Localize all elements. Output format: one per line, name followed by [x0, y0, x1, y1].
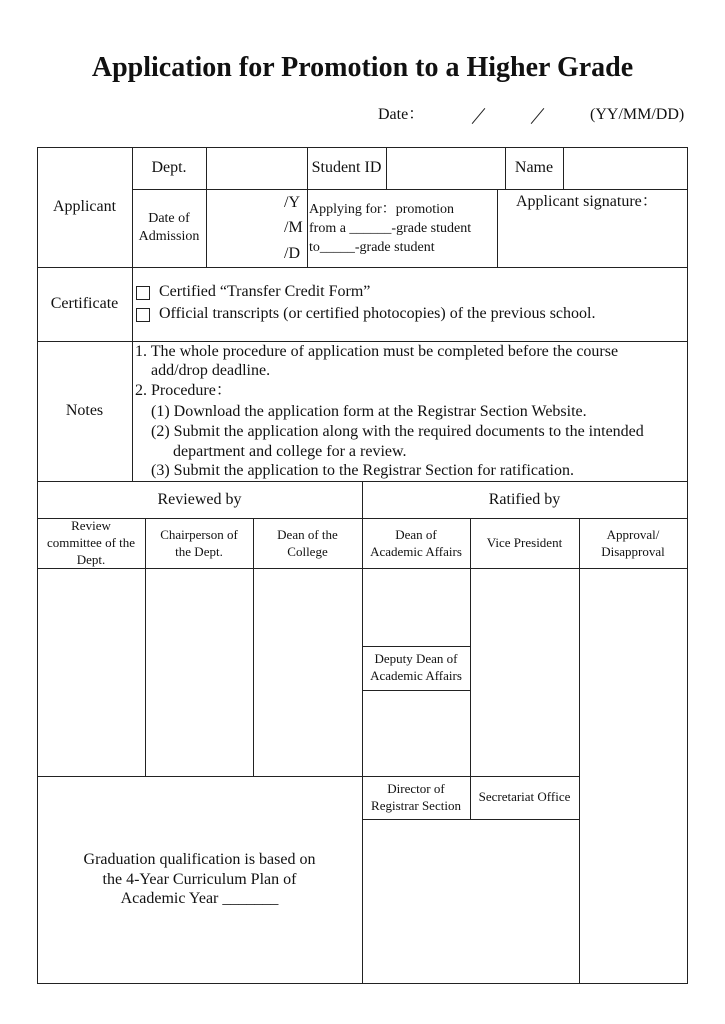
dean-academic-header: Dean of: [395, 527, 437, 542]
dean-academic-header: Academic Affairs: [370, 544, 462, 559]
notes-line: add/drop deadline.: [151, 362, 271, 379]
notes-line: (2) Submit the application along with the required documents to the intended: [151, 423, 644, 440]
applying-for-text: Applying for：promotion: [309, 202, 455, 217]
dean-college-header: Dean of the: [277, 527, 338, 542]
review-committee-header: Review: [71, 518, 111, 533]
transfer-credit-option: Certified “Transfer Credit Form”: [159, 283, 371, 300]
page-title: Application for Promotion to a Higher Grade: [91, 52, 634, 83]
applicant-col-divider: [386, 147, 387, 189]
notes-line: 1. The whole procedure of application must be completed before the course: [135, 343, 619, 360]
student-id-label: Student ID: [311, 159, 382, 176]
admission-day-unit: /D: [284, 245, 300, 262]
chairperson-header: the Dept.: [175, 544, 223, 559]
review-col-divider: [470, 518, 471, 819]
director-header-divider: [362, 819, 579, 820]
section-divider: [37, 341, 688, 342]
dept-label: Dept.: [151, 159, 187, 176]
date-of-admission-label: Admission: [138, 229, 200, 244]
reviewed-by-header: Reviewed by: [157, 491, 242, 508]
applying-for-text: to_____-grade student: [309, 240, 435, 255]
review-column-header-divider: [37, 568, 688, 569]
deputy-dean-divider: [362, 646, 470, 647]
section-divider: [37, 267, 688, 268]
chairperson-header: Chairperson of: [160, 527, 238, 542]
admission-year-unit: /Y: [284, 194, 300, 211]
date-of-admission-label: Date of: [148, 211, 190, 226]
notes-label: Notes: [65, 402, 104, 419]
applying-for-text: from a ______-grade student: [309, 221, 472, 236]
deputy-dean-header: Deputy Dean of: [374, 651, 458, 666]
dean-college-header: College: [287, 544, 328, 559]
ratified-by-header: Ratified by: [488, 491, 561, 508]
table-border-top: [37, 147, 688, 148]
applicant-label: Applicant: [52, 198, 117, 215]
notes-line: (1) Download the application form at the Registrar Section Website.: [151, 403, 587, 420]
name-label: Name: [514, 159, 554, 176]
applicant-signature-label: Applicant signature：: [516, 193, 658, 210]
approval-header: Disapproval: [601, 544, 665, 559]
director-registrar-header: Director of: [387, 781, 445, 796]
certificate-label: Certificate: [50, 295, 119, 312]
transcripts-checkbox[interactable]: [136, 308, 150, 322]
applicant-row-divider: [132, 189, 687, 190]
date-format-hint: (YY/MM/DD): [590, 106, 685, 123]
table-border-bottom: [37, 983, 688, 984]
review-committee-header: Dept.: [76, 552, 106, 567]
graduation-note: the 4-Year Curriculum Plan of: [102, 871, 297, 888]
admission-month-unit: /M: [284, 219, 303, 236]
applicant-col-divider: [563, 147, 564, 189]
approval-header: Approval/: [606, 527, 660, 542]
vice-president-header: Vice President: [486, 535, 563, 550]
date-separator: [472, 108, 486, 124]
transfer-credit-checkbox[interactable]: [136, 286, 150, 300]
notes-line: (3) Submit the application to the Registrar Section for ratification.: [151, 462, 574, 479]
date-label: Date：: [378, 106, 425, 123]
review-col-divider: [579, 518, 580, 983]
label-column-divider: [132, 147, 133, 481]
deputy-dean-header: Academic Affairs: [370, 668, 462, 683]
notes-line: department and college for a review.: [173, 443, 407, 460]
graduation-note: Academic Year _______: [120, 890, 279, 907]
director-registrar-header: Registrar Section: [371, 798, 461, 813]
director-row-divider: [37, 776, 579, 777]
table-border-right: [687, 147, 688, 983]
graduation-note: Graduation qualification is based on: [83, 851, 316, 868]
notes-line: 2. Procedure：: [135, 382, 232, 399]
applicant-col-divider: [206, 147, 207, 267]
date-separator: [531, 108, 545, 124]
deputy-dean-divider: [362, 690, 470, 691]
review-committee-header: committee of the: [46, 535, 136, 550]
secretariat-header: Secretariat Office: [478, 789, 571, 804]
transcripts-option: Official transcripts (or certified photocopies) of the previous school.: [159, 305, 596, 322]
applicant-col-divider: [497, 189, 498, 267]
